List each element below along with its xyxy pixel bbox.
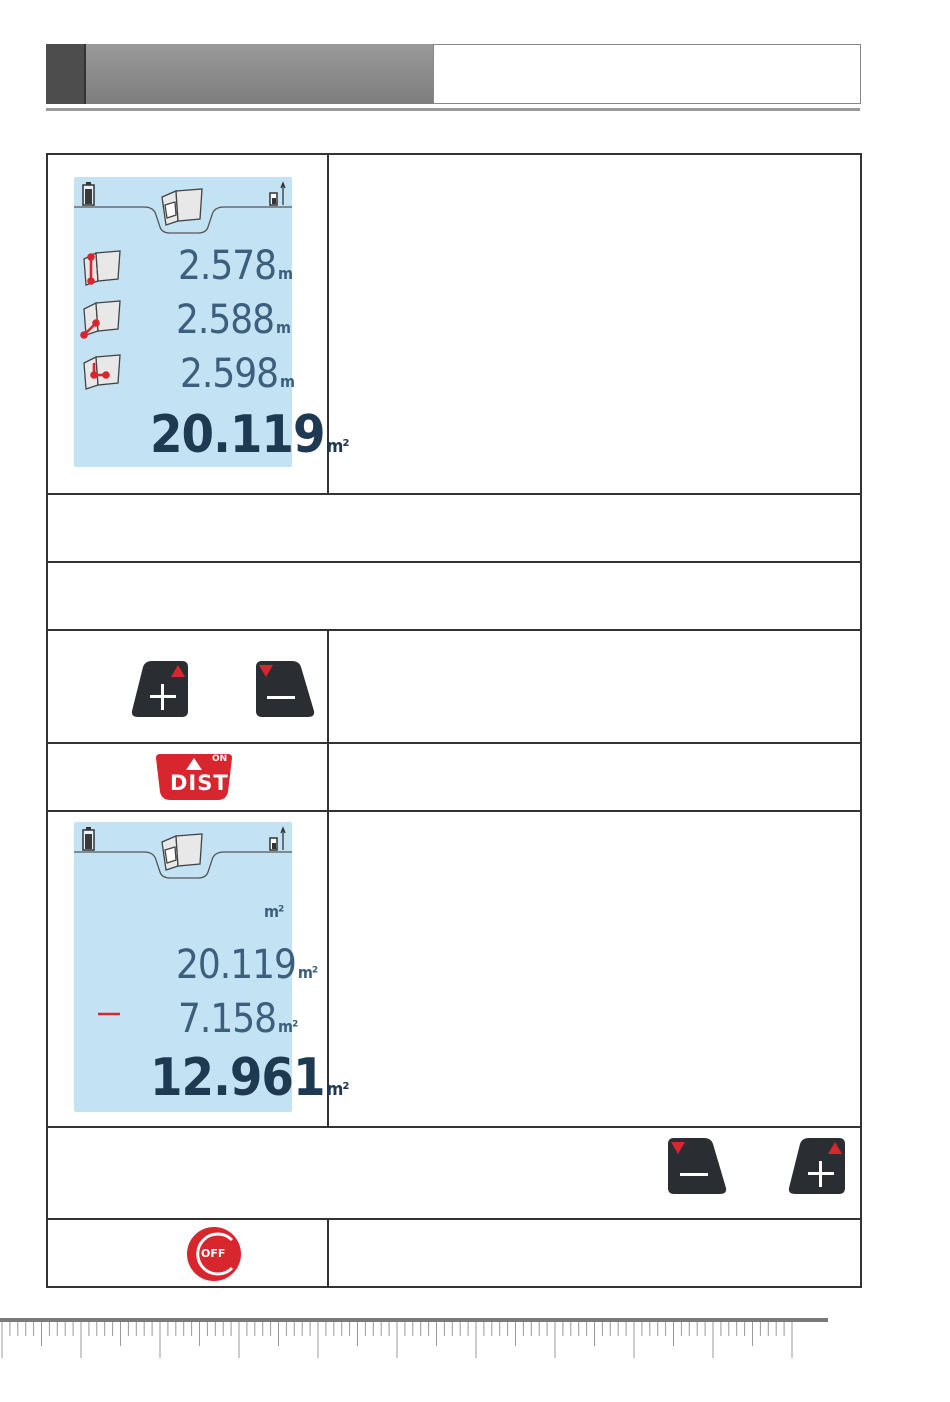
instruction-table bbox=[46, 153, 862, 1288]
clear-off-button[interactable] bbox=[186, 1226, 242, 1282]
minus-plus-keys bbox=[660, 1128, 860, 1218]
measurement-3: 2.598 m bbox=[180, 351, 294, 397]
table-row bbox=[48, 631, 860, 744]
table-cell-left bbox=[48, 812, 349, 1126]
table-row bbox=[48, 1220, 860, 1286]
dist-label: DIST bbox=[170, 771, 229, 795]
area-difference-result: 12.961 m² bbox=[150, 1048, 349, 1108]
table-cell-left bbox=[48, 155, 349, 493]
table-cell-left bbox=[48, 631, 329, 742]
header-title-bar bbox=[84, 44, 435, 104]
minus-button[interactable] bbox=[668, 1138, 726, 1194]
header-tab-dark bbox=[46, 44, 84, 104]
header-underline bbox=[46, 108, 860, 111]
table-cell-left bbox=[48, 744, 329, 810]
lcd-screen bbox=[74, 822, 349, 1112]
table-cell-right bbox=[329, 1220, 860, 1286]
table-row bbox=[48, 812, 860, 1128]
table-row bbox=[48, 155, 860, 495]
area-value-2: 7.158 m² bbox=[178, 996, 298, 1042]
battery-icon bbox=[83, 182, 94, 205]
header-blank-box bbox=[433, 44, 861, 104]
table-row bbox=[48, 495, 860, 563]
battery-icon bbox=[83, 827, 94, 850]
table-cell-right bbox=[329, 812, 860, 1126]
table-cell-right bbox=[329, 744, 860, 810]
footer-ruler-ticks bbox=[0, 1322, 828, 1362]
table-cell-right bbox=[329, 631, 860, 742]
table-row bbox=[48, 744, 860, 812]
table-cell-right bbox=[329, 155, 860, 493]
dist-button[interactable] bbox=[154, 752, 234, 802]
plus-button[interactable] bbox=[132, 661, 188, 717]
plus-minus-keys bbox=[48, 631, 327, 742]
measurement-2: 2.588 m bbox=[176, 297, 290, 343]
off-label: OFF bbox=[201, 1247, 226, 1260]
table-row bbox=[48, 563, 860, 631]
minus-button[interactable] bbox=[256, 661, 314, 717]
table-row bbox=[48, 1128, 860, 1220]
page-header bbox=[46, 44, 860, 104]
lcd-screen bbox=[74, 177, 349, 467]
table-cell-left bbox=[48, 1220, 329, 1286]
measurement-1: 2.578 m bbox=[178, 243, 292, 289]
room-corner-icon bbox=[162, 189, 202, 225]
area-value-1: 20.119 m² bbox=[176, 942, 318, 988]
room-corner-icon bbox=[162, 834, 202, 870]
reference-point-icon bbox=[270, 828, 285, 850]
top-unit: m² bbox=[264, 902, 284, 921]
area-result: 20.119 m² bbox=[150, 405, 349, 465]
dist-on-label: ON bbox=[212, 754, 228, 764]
plus-button[interactable] bbox=[789, 1138, 845, 1194]
reference-point-icon bbox=[270, 183, 285, 205]
